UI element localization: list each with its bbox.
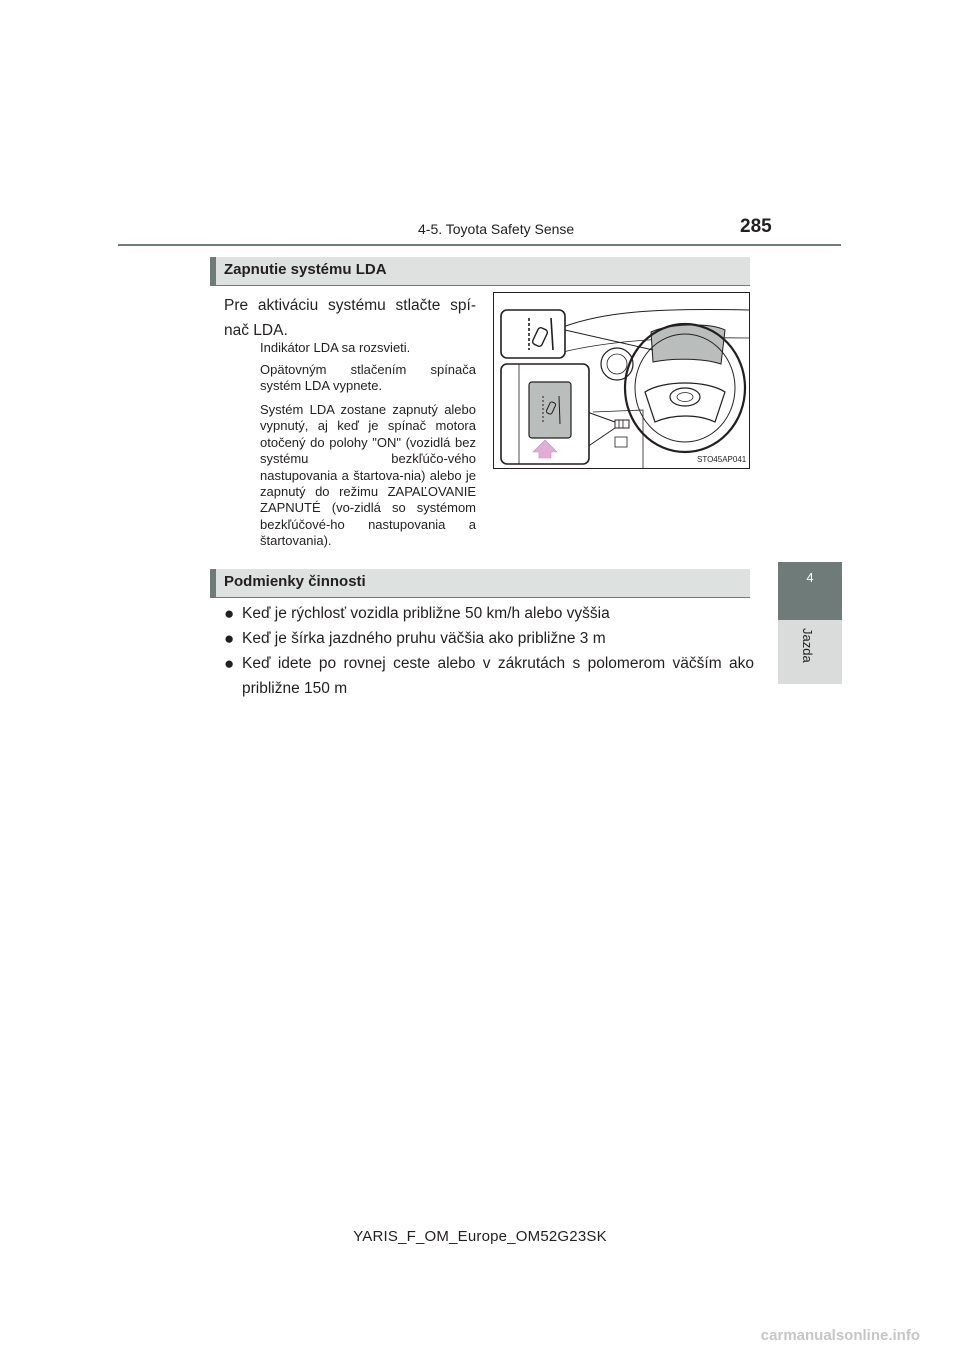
note-persistence: Systém LDA zostane zapnutý alebo vypnutý, aj keď je spínač motora otočený do polohy "ON" (vozidlá bez systému bezkľúčo-vého nastupovania a štartova-nia) alebo je zapnutý do režimu ZAPAĽOVANIE ZAPNUTÉ (vo-zidlá so systémom bezkľúčové-ho nastupovania a štartovania). [260, 402, 476, 549]
chapter-number: 4 [806, 570, 814, 585]
bullet-icon: ● [224, 604, 235, 623]
chapter-label-wrap [778, 628, 842, 684]
lead-line-1: Pre aktiváciu systému stlačte spí- [224, 297, 476, 314]
note-switch-off: Opätovným stlačením spínača systém LDA vypnete. [260, 362, 476, 394]
section-heading-bar [210, 257, 216, 286]
lead-paragraph [224, 293, 476, 343]
condition-text: Keď je šírka jazdného pruhu väčšia ako približne 3 m [242, 630, 606, 647]
section-breadcrumb: 4-5. Toyota Safety Sense [418, 221, 575, 237]
lead-line-2: nač LDA. [224, 322, 288, 339]
condition-item [224, 601, 754, 626]
bullet-icon: ● [224, 629, 235, 648]
watermark: carmanualsonline.info [760, 1327, 920, 1344]
condition-item [224, 626, 754, 651]
document-id: YARIS_F_OM_Europe_OM52G23SK [353, 1228, 607, 1245]
condition-text: Keď je rýchlosť vozidla približne 50 km/h alebo vyššia [242, 605, 610, 622]
bullet-icon: ● [224, 654, 235, 673]
section-heading-lda-on [210, 257, 750, 286]
condition-text: Keď idete po rovnej ceste alebo v zákrutách s polomerom väčším ako približne 150 m [242, 655, 754, 697]
figure-code: STO45AP041 [697, 455, 747, 464]
dashboard-illustration [493, 292, 750, 469]
page-number: 285 [740, 216, 772, 237]
condition-item [224, 651, 754, 701]
dashboard-illustration-svg [493, 292, 750, 469]
section-heading-bar [210, 569, 216, 598]
section-title: Zapnutie systému LDA [224, 261, 387, 278]
chapter-label: Jazda [800, 628, 815, 663]
note-indicator: Indikátor LDA sa rozsvieti. [260, 340, 411, 355]
header-rule [118, 244, 841, 246]
section-heading-conditions [210, 569, 750, 598]
section-title: Podmienky činnosti [224, 573, 366, 590]
